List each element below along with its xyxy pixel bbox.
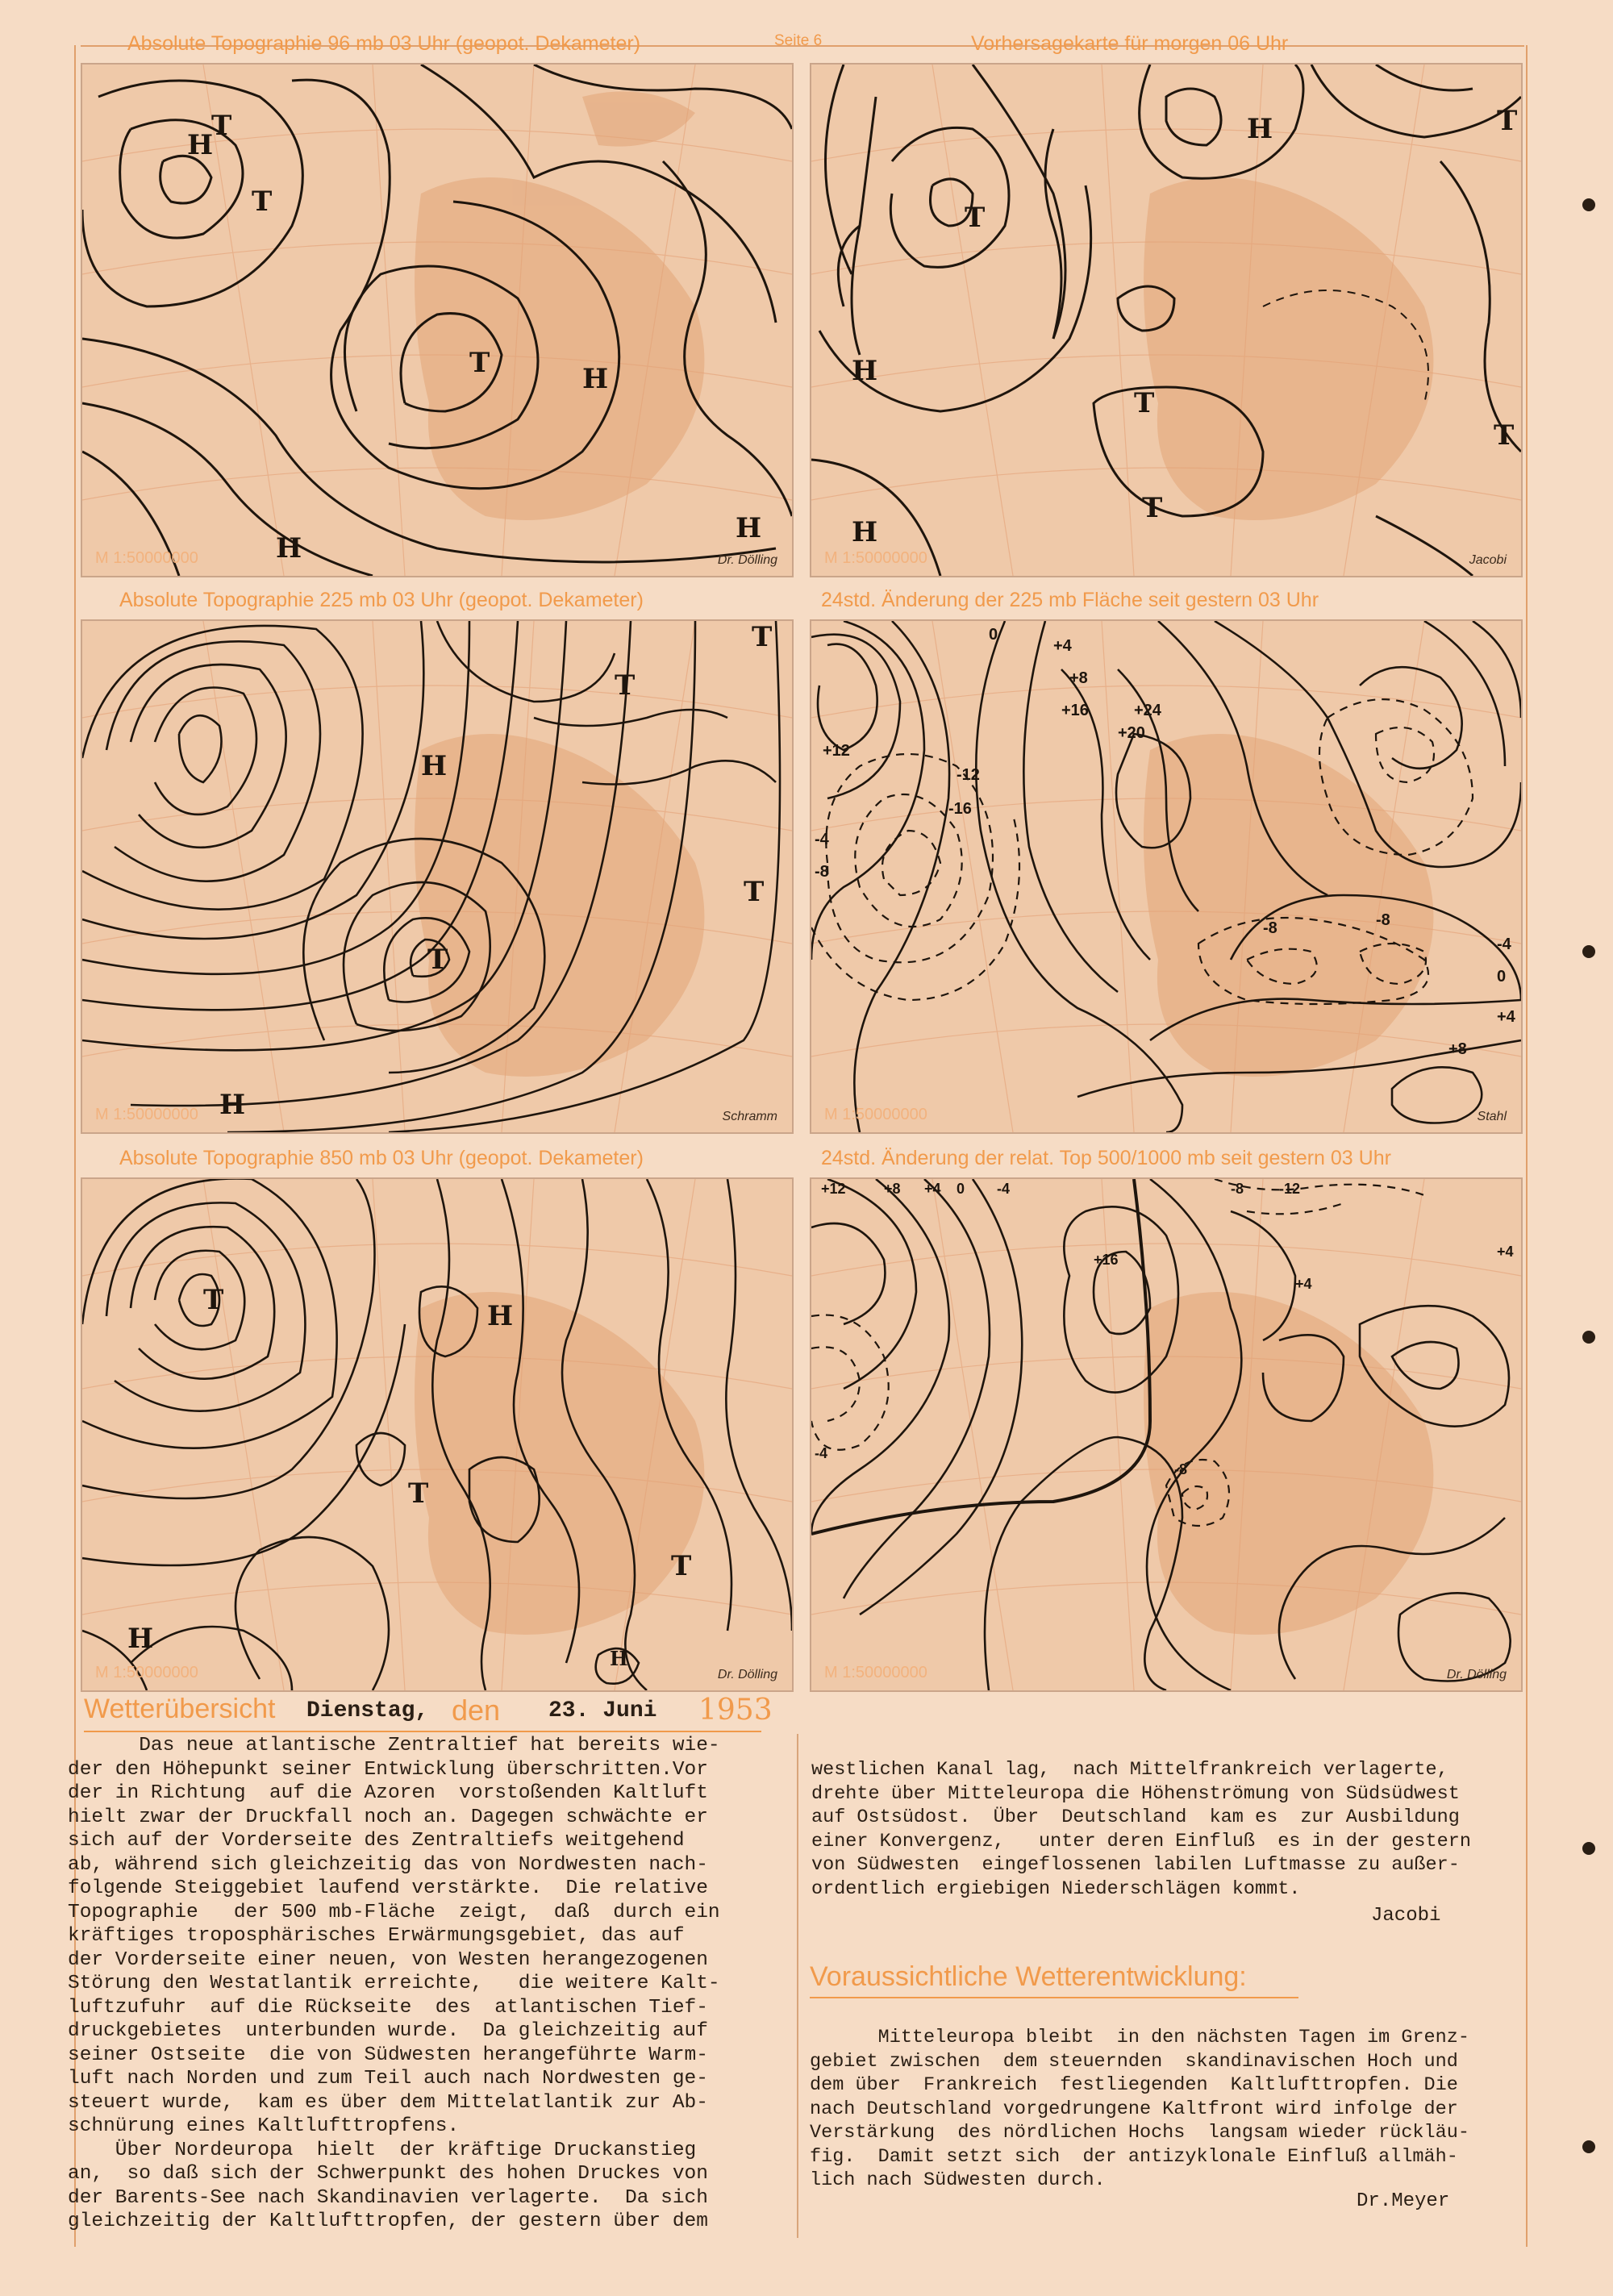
change-label: -4: [1497, 935, 1511, 953]
overview-line: sich auf der Vorderseite des Zentraltiefs weitgehend: [68, 1830, 685, 1852]
map-pressure-label: T: [1497, 105, 1518, 137]
overview-line: folgende Steiggebiet laufend verstärkte. Die relative: [68, 1877, 708, 1899]
overview-line: einer Konvergenz, unter deren Einfluß es in der gestern: [811, 1830, 1471, 1852]
change-label: +4: [1295, 1276, 1312, 1292]
map-scale: M 1:50000000: [95, 1664, 198, 1681]
map-pressure-label: H: [582, 363, 609, 395]
overview-line: kräftiges troposphärisches Erwärmungsgebiet, das auf: [68, 1925, 685, 1947]
map-panel-225mb: [81, 619, 794, 1134]
change-label: -16: [948, 800, 972, 818]
change-label: +8: [884, 1181, 901, 1197]
map-title-relat-top: 24std. Änderung der relat. Top 500/1000 mb seit gestern 03 Uhr: [821, 1147, 1391, 1169]
map-scale: M 1:50000000: [95, 1106, 198, 1123]
map-pressure-label: T: [408, 1477, 429, 1510]
change-label: +4: [1497, 1244, 1514, 1260]
map-pressure-label: T: [965, 202, 986, 234]
map-title-225mb-change: 24std. Änderung der 225 mb Fläche seit gestern 03 Uhr: [821, 589, 1319, 611]
map-drawing-225mb-change: [811, 621, 1521, 1132]
forecast-text: [810, 2026, 1536, 2193]
forecast-title: Voraussichtliche Wetterentwicklung:: [810, 1961, 1247, 1992]
overview-line: westlichen Kanal lag, nach Mittelfrankreich verlagerte,: [811, 1759, 1448, 1781]
binder-hole: [1582, 1331, 1595, 1344]
forecast-signature: Dr.Meyer: [1357, 2190, 1450, 2212]
map-pressure-label: T: [203, 1284, 224, 1316]
map-title-forecast: Vorhersagekarte für morgen 06 Uhr: [971, 32, 1289, 55]
map-panel-850mb: [81, 1177, 794, 1692]
map-panel-forecast: [810, 63, 1523, 577]
overview-day: Dienstag,: [306, 1698, 429, 1723]
map-panel-96mb: [81, 63, 794, 577]
overview-date: 23. Juni: [548, 1698, 657, 1723]
overview-signature: Jacobi: [1371, 1905, 1441, 1927]
map-drawing-relat-top: [811, 1179, 1521, 1690]
map-panel-225mb-change: [810, 619, 1523, 1134]
map-pressure-label: H: [736, 512, 762, 544]
forecast-line: Verstärkung des nördlichen Hochs langsam wieder rückläu-: [810, 2122, 1469, 2144]
forecast-line: Mitteleuropa bleibt in den nächsten Tagen im Grenz-: [810, 2027, 1469, 2048]
overview-line: hielt zwar der Druckfall noch an. Dagegen schwächte er: [68, 1806, 708, 1828]
map-scale: M 1:50000000: [95, 549, 198, 567]
change-label: +20: [1118, 724, 1145, 742]
overview-line: druckgebietes unterbunden wurde. Da gleichzeitig auf: [68, 2020, 708, 2042]
weather-overview-title: Wetterübersicht: [84, 1694, 276, 1724]
map-pressure-label: T: [427, 944, 448, 976]
binder-hole: [1582, 945, 1595, 958]
map-author: Jacobi: [1469, 553, 1507, 567]
binder-hole: [1582, 1842, 1595, 1855]
overview-line: ab, während sich gleichzeitig das von Nordwesten nach-: [68, 1853, 708, 1876]
map-drawing-forecast: [811, 65, 1521, 576]
overview-den: den: [452, 1694, 501, 1727]
overview-line: luft nach Norden und zum Teil auch nach Nordwesten ge-: [68, 2068, 708, 2090]
map-author: Stahl: [1477, 1110, 1507, 1123]
column-divider: [797, 1734, 798, 2238]
change-label: -12: [957, 766, 980, 784]
map-pressure-label: T: [671, 1550, 692, 1582]
overview-line: von Südwesten eingeflossenen labilen Luftmasse zu außer-: [811, 1854, 1460, 1876]
map-pressure-label: H: [852, 516, 878, 548]
change-label: +16: [1094, 1252, 1119, 1268]
overview-column-1: [68, 1734, 786, 2234]
change-label: 0: [1497, 968, 1507, 985]
change-label: -8: [815, 863, 829, 881]
forecast-title-underline: [810, 1997, 1298, 1998]
change-label: -12: [1279, 1181, 1301, 1197]
map-author: Dr. Dölling: [717, 553, 777, 567]
map-author: Dr. Dölling: [1446, 1668, 1507, 1681]
map-pressure-label: T: [211, 110, 232, 142]
forecast-line: gebiet zwischen dem steuernden skandinavischen Hoch und: [810, 2050, 1458, 2073]
map-scale: M 1:50000000: [824, 1106, 927, 1123]
forecast-line: fig. Damit setzt sich der antizyklonale Einfluß allmäh-: [810, 2145, 1458, 2168]
map-panel-relat-top: [810, 1177, 1523, 1692]
change-label: -8: [1174, 1461, 1188, 1477]
map-pressure-label: H: [487, 1300, 514, 1332]
change-label: +8: [1069, 669, 1088, 687]
overview-year: 1953: [698, 1694, 773, 1727]
map-pressure-label: T: [1142, 492, 1163, 524]
map-pressure-label: T: [1494, 419, 1515, 452]
map-author: Schramm: [722, 1110, 777, 1123]
forecast-line: dem über Frankreich festliegenden Kaltlufttropfen. Die: [810, 2074, 1458, 2096]
change-label: +4: [1497, 1008, 1515, 1026]
overview-line: ordentlich ergiebigen Niederschlägen kommt.: [811, 1877, 1301, 1900]
overview-line: seiner Ostseite die von Südwesten herangeführte Warm-: [68, 2044, 708, 2066]
change-label: +12: [823, 742, 850, 760]
overview-line: auf Ostsüdost. Über Deutschland kam es zur Ausbildung: [811, 1806, 1460, 1828]
map-pressure-label: H: [219, 1089, 246, 1121]
overview-line: Über Nordeuropa hielt der kräftige Druckanstieg: [68, 2139, 697, 2161]
map-scale: M 1:50000000: [824, 1664, 927, 1681]
change-label: 0: [989, 626, 998, 644]
change-label: -4: [815, 1445, 828, 1461]
change-label: +12: [821, 1181, 846, 1197]
overview-line: der Vorderseite einer neuen, von Westen herangezogenen: [68, 1948, 708, 1971]
map-pressure-label: H: [610, 1647, 628, 1670]
map-pressure-label: T: [744, 876, 765, 908]
change-label: -8: [1231, 1181, 1244, 1197]
overview-line: der in Richtung auf die Azoren vorstoßenden Kaltluft: [68, 1782, 708, 1804]
overview-line: an, so daß sich der Schwerpunkt des hohen Druckes von: [68, 2163, 708, 2185]
change-label: +16: [1061, 702, 1089, 719]
map-author: Dr. Dölling: [717, 1668, 777, 1681]
map-pressure-label: T: [615, 669, 636, 702]
change-label: -4: [815, 831, 829, 848]
overview-line: schnürung eines Kaltlufttropfens.: [68, 2115, 460, 2137]
map-pressure-label: H: [276, 532, 302, 565]
overview-line: der den Höhepunkt seiner Entwicklung überschritten.Vor: [68, 1758, 708, 1781]
overview-rule: [84, 1731, 761, 1732]
right-frame-rule: [1526, 45, 1528, 2247]
map-pressure-label: H: [187, 129, 214, 161]
map-drawing-225mb: [82, 621, 792, 1132]
change-label: +24: [1134, 702, 1161, 719]
map-scale: M 1:50000000: [824, 549, 927, 567]
forecast-line: nach Deutschland vorgedrungene Kaltfront wird infolge der: [810, 2098, 1458, 2120]
change-label: +4: [1053, 637, 1072, 655]
change-label: -8: [1263, 919, 1277, 937]
map-drawing-850mb: [82, 1179, 792, 1690]
overview-line: der Barents-See nach Skandinavien verlagerte. Da sich: [68, 2186, 708, 2209]
map-title-225mb: Absolute Topographie 225 mb 03 Uhr (geopot. Dekameter): [119, 589, 644, 611]
map-pressure-label: T: [252, 185, 273, 218]
page-label: Seite 6: [774, 32, 823, 49]
change-label: -8: [1376, 911, 1390, 929]
map-pressure-label: T: [1134, 387, 1155, 419]
overview-line: steuert wurde, kam es über dem Mittelatlantik zur Ab-: [68, 2091, 708, 2114]
map-title-96mb: Absolute Topographie 96 mb 03 Uhr (geopot. Dekameter): [127, 32, 641, 55]
binder-hole: [1582, 198, 1595, 211]
map-pressure-label: H: [852, 355, 878, 387]
map-pressure-label: T: [469, 347, 490, 379]
overview-line: gleichzeitig der Kaltlufttropfen, der gestern über dem: [68, 2211, 708, 2232]
map-pressure-label: H: [421, 750, 448, 782]
change-label: +4: [924, 1181, 941, 1197]
change-label: 0: [957, 1181, 965, 1197]
change-label: -4: [997, 1181, 1011, 1197]
map-pressure-label: H: [1247, 113, 1273, 145]
overview-line: Topographie der 500 mb-Fläche zeigt, daß durch ein: [68, 1901, 720, 1923]
change-label: +8: [1448, 1040, 1467, 1058]
map-pressure-label: T: [752, 621, 773, 653]
forecast-line: lich nach Südwesten durch.: [810, 2169, 1106, 2191]
binder-hole: [1582, 2140, 1595, 2153]
overview-line: Das neue atlantische Zentraltief hat bereits wie-: [68, 1735, 720, 1756]
overview-line: luftzufuhr auf die Rückseite des atlantischen Tief-: [68, 1996, 708, 2019]
overview-line: Störung den Westatlantik erreichte, die weitere Kalt-: [68, 1973, 720, 1994]
map-title-850mb: Absolute Topographie 850 mb 03 Uhr (geopot. Dekameter): [119, 1147, 644, 1169]
map-pressure-label: H: [127, 1623, 154, 1655]
overview-column-2: [811, 1758, 1537, 1901]
overview-line: drehte über Mitteleuropa die Höhenströmung von Südsüdwest: [811, 1782, 1460, 1805]
